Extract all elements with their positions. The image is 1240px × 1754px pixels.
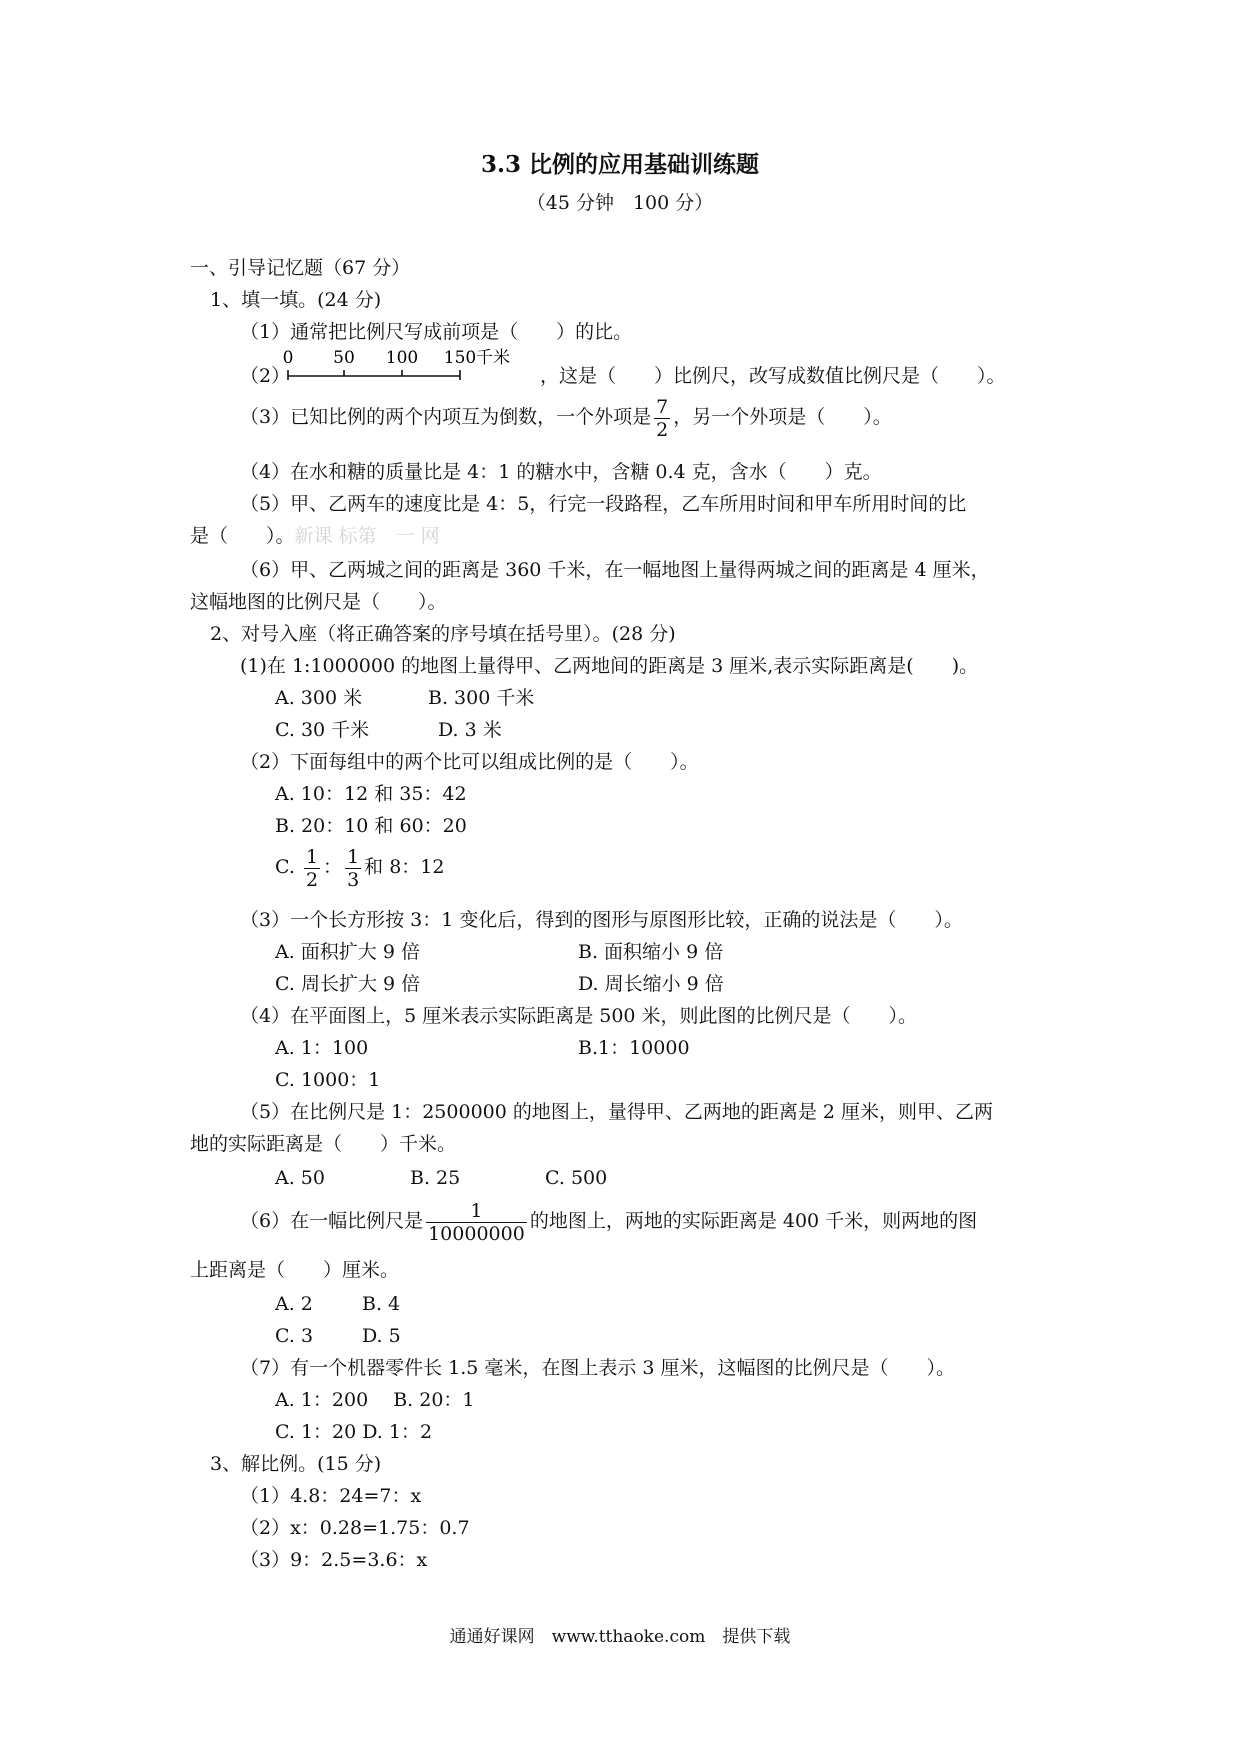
option: C. 周长扩大 9 倍: [275, 973, 421, 995]
q1-item-5-line2: [190, 522, 440, 550]
q1-item-3-prefix: （3）已知比例的两个内项互为倒数，一个外项是: [240, 406, 652, 428]
q3-heading: 3、解比例。(15 分): [210, 1453, 382, 1475]
option: A. 面积扩大 9 倍: [275, 941, 420, 963]
q2-sub-6-suffix: 的地图上，两地的实际距离是 400 千米，则两地的图: [529, 1210, 978, 1232]
option: A. 1：200 B. 20：1: [275, 1389, 475, 1411]
page-subtitle: （45 分钟 100 分）: [526, 192, 714, 214]
q2-sub-4: （4）在平面图上，5 厘米表示实际距离是 500 米，则此图的比例尺是（ ）。: [240, 1005, 918, 1027]
q1-item-2-prefix: （2）: [240, 365, 291, 387]
fraction-denominator: 2: [656, 418, 669, 441]
fraction-numerator: 1: [347, 845, 360, 868]
q1-item-5-line2-text: 是（ ）。: [190, 525, 295, 547]
option: B. 20：10 和 60：20: [275, 815, 467, 837]
option: D. 周长缩小 9 倍: [578, 973, 724, 995]
equation: （2）x：0.28=1.75：0.7: [240, 1517, 470, 1539]
q2-sub-7: （7）有一个机器零件长 1.5 毫米，在图上表示 3 厘米，这幅图的比例尺是（ ）。: [240, 1357, 956, 1379]
ruler-unit: 千米: [476, 348, 510, 368]
option: B. 300 千米: [428, 687, 535, 709]
option: C. 1：20 D. 1：2: [275, 1421, 433, 1443]
ruler-label: 150: [443, 348, 477, 368]
ratio-separator: ：: [323, 856, 343, 878]
q1-item-1: （1）通常把比例尺写成前项是（ ）的比。: [240, 321, 633, 343]
q2-sub-6-line2: 上距离是（ ）厘米。: [190, 1259, 400, 1281]
q1-item-6-line1: （6）甲、乙两城之间的距离是 360 千米，在一幅地图上量得两城之间的距离是 4 厘米，: [240, 559, 990, 581]
equation: （1）4.8：24=7：x: [240, 1485, 422, 1507]
option-text: 和 8：12: [364, 856, 445, 878]
q1-item-6-line2: 这幅地图的比例尺是（ ）。: [190, 591, 447, 613]
q2-sub-5-line2: 地的实际距离是（ ）千米。: [190, 1133, 457, 1155]
q2-sub-6-line1: [240, 1196, 977, 1246]
ruler-label: 100: [385, 348, 419, 368]
option: B. 4: [362, 1293, 401, 1315]
fraction-numerator: 1: [305, 845, 319, 868]
option: C. 3: [275, 1325, 314, 1347]
equation: （3）9：2.5=3.6：x: [240, 1549, 428, 1571]
option: A. 2: [275, 1293, 313, 1315]
option: D. 3 米: [438, 719, 502, 741]
fraction-denominator: 3: [347, 868, 360, 891]
option: C. 500: [545, 1167, 608, 1189]
option: [275, 842, 444, 892]
option-label: C.: [275, 856, 295, 878]
q2-sub-1: (1)在 1:1000000 的地图上量得甲、乙两地间的距离是 3 厘米,表示实际距离是( )。: [240, 655, 979, 677]
q2-sub-3: （3）一个长方形按 3：1 变化后，得到的图形与原图形比较，正确的说法是（ ）。: [240, 909, 963, 931]
option: B.1：10000: [578, 1037, 690, 1059]
option: C. 30 千米: [275, 719, 370, 741]
option: D. 5: [362, 1325, 401, 1347]
q1-item-3-suffix: ，另一个外项是（ ）。: [673, 406, 892, 428]
option: A. 10：12 和 35：42: [275, 783, 467, 805]
q1-item-2-suffix: ，这是（ ）比例尺，改写成数值比例尺是（ ）。: [540, 365, 1006, 387]
q2-sub-2: （2）下面每组中的两个比可以组成比例的是（ ）。: [240, 751, 699, 773]
watermark-text: 新课 标第 一 网: [294, 525, 440, 547]
q2-sub-6-prefix: （6）在一幅比例尺是: [240, 1210, 424, 1232]
option: A. 1：100: [275, 1037, 369, 1059]
ruler-label: 50: [333, 348, 355, 368]
option: B. 25: [410, 1167, 461, 1189]
option: C. 1000：1: [275, 1069, 381, 1091]
section-heading: 一、引导记忆题（67 分）: [190, 257, 411, 279]
fraction: [345, 846, 361, 891]
fraction: [304, 846, 320, 891]
fraction-numerator: 7: [656, 395, 669, 418]
option: B. 面积缩小 9 倍: [578, 941, 724, 963]
fraction: [654, 396, 670, 441]
q1-item-3: [240, 392, 892, 442]
page-footer: 通通好课网 www.tthaoke.com 提供下载: [449, 1627, 791, 1647]
page-title: 3.3 比例的应用基础训练题: [480, 151, 760, 178]
fraction-numerator: 1: [426, 1200, 527, 1223]
fraction: [426, 1200, 527, 1245]
ruler-label: 0: [282, 348, 294, 368]
option: A. 300 米: [275, 687, 363, 709]
q2-sub-5-line1: （5）在比例尺是 1：2500000 的地图上，量得甲、乙两地的距离是 2 厘米，则甲、乙两: [240, 1101, 994, 1123]
option: A. 50: [275, 1167, 325, 1189]
q1-heading: 1、填一填。(24 分): [210, 289, 382, 311]
q1-item-4: （4）在水和糖的质量比是 4：1 的糖水中，含糖 0.4 克，含水（ ）克。: [240, 461, 882, 483]
q2-heading: 2、对号入座（将正确答案的序号填在括号里）。(28 分): [210, 623, 676, 645]
fraction-denominator: 10000000: [428, 1222, 525, 1245]
line-scale-ruler: [280, 346, 540, 386]
fraction-denominator: 2: [305, 868, 319, 891]
q1-item-5-line1: （5）甲、乙两车的速度比是 4：5，行完一段路程，乙车所用时间和甲车所用时间的比: [240, 493, 967, 515]
